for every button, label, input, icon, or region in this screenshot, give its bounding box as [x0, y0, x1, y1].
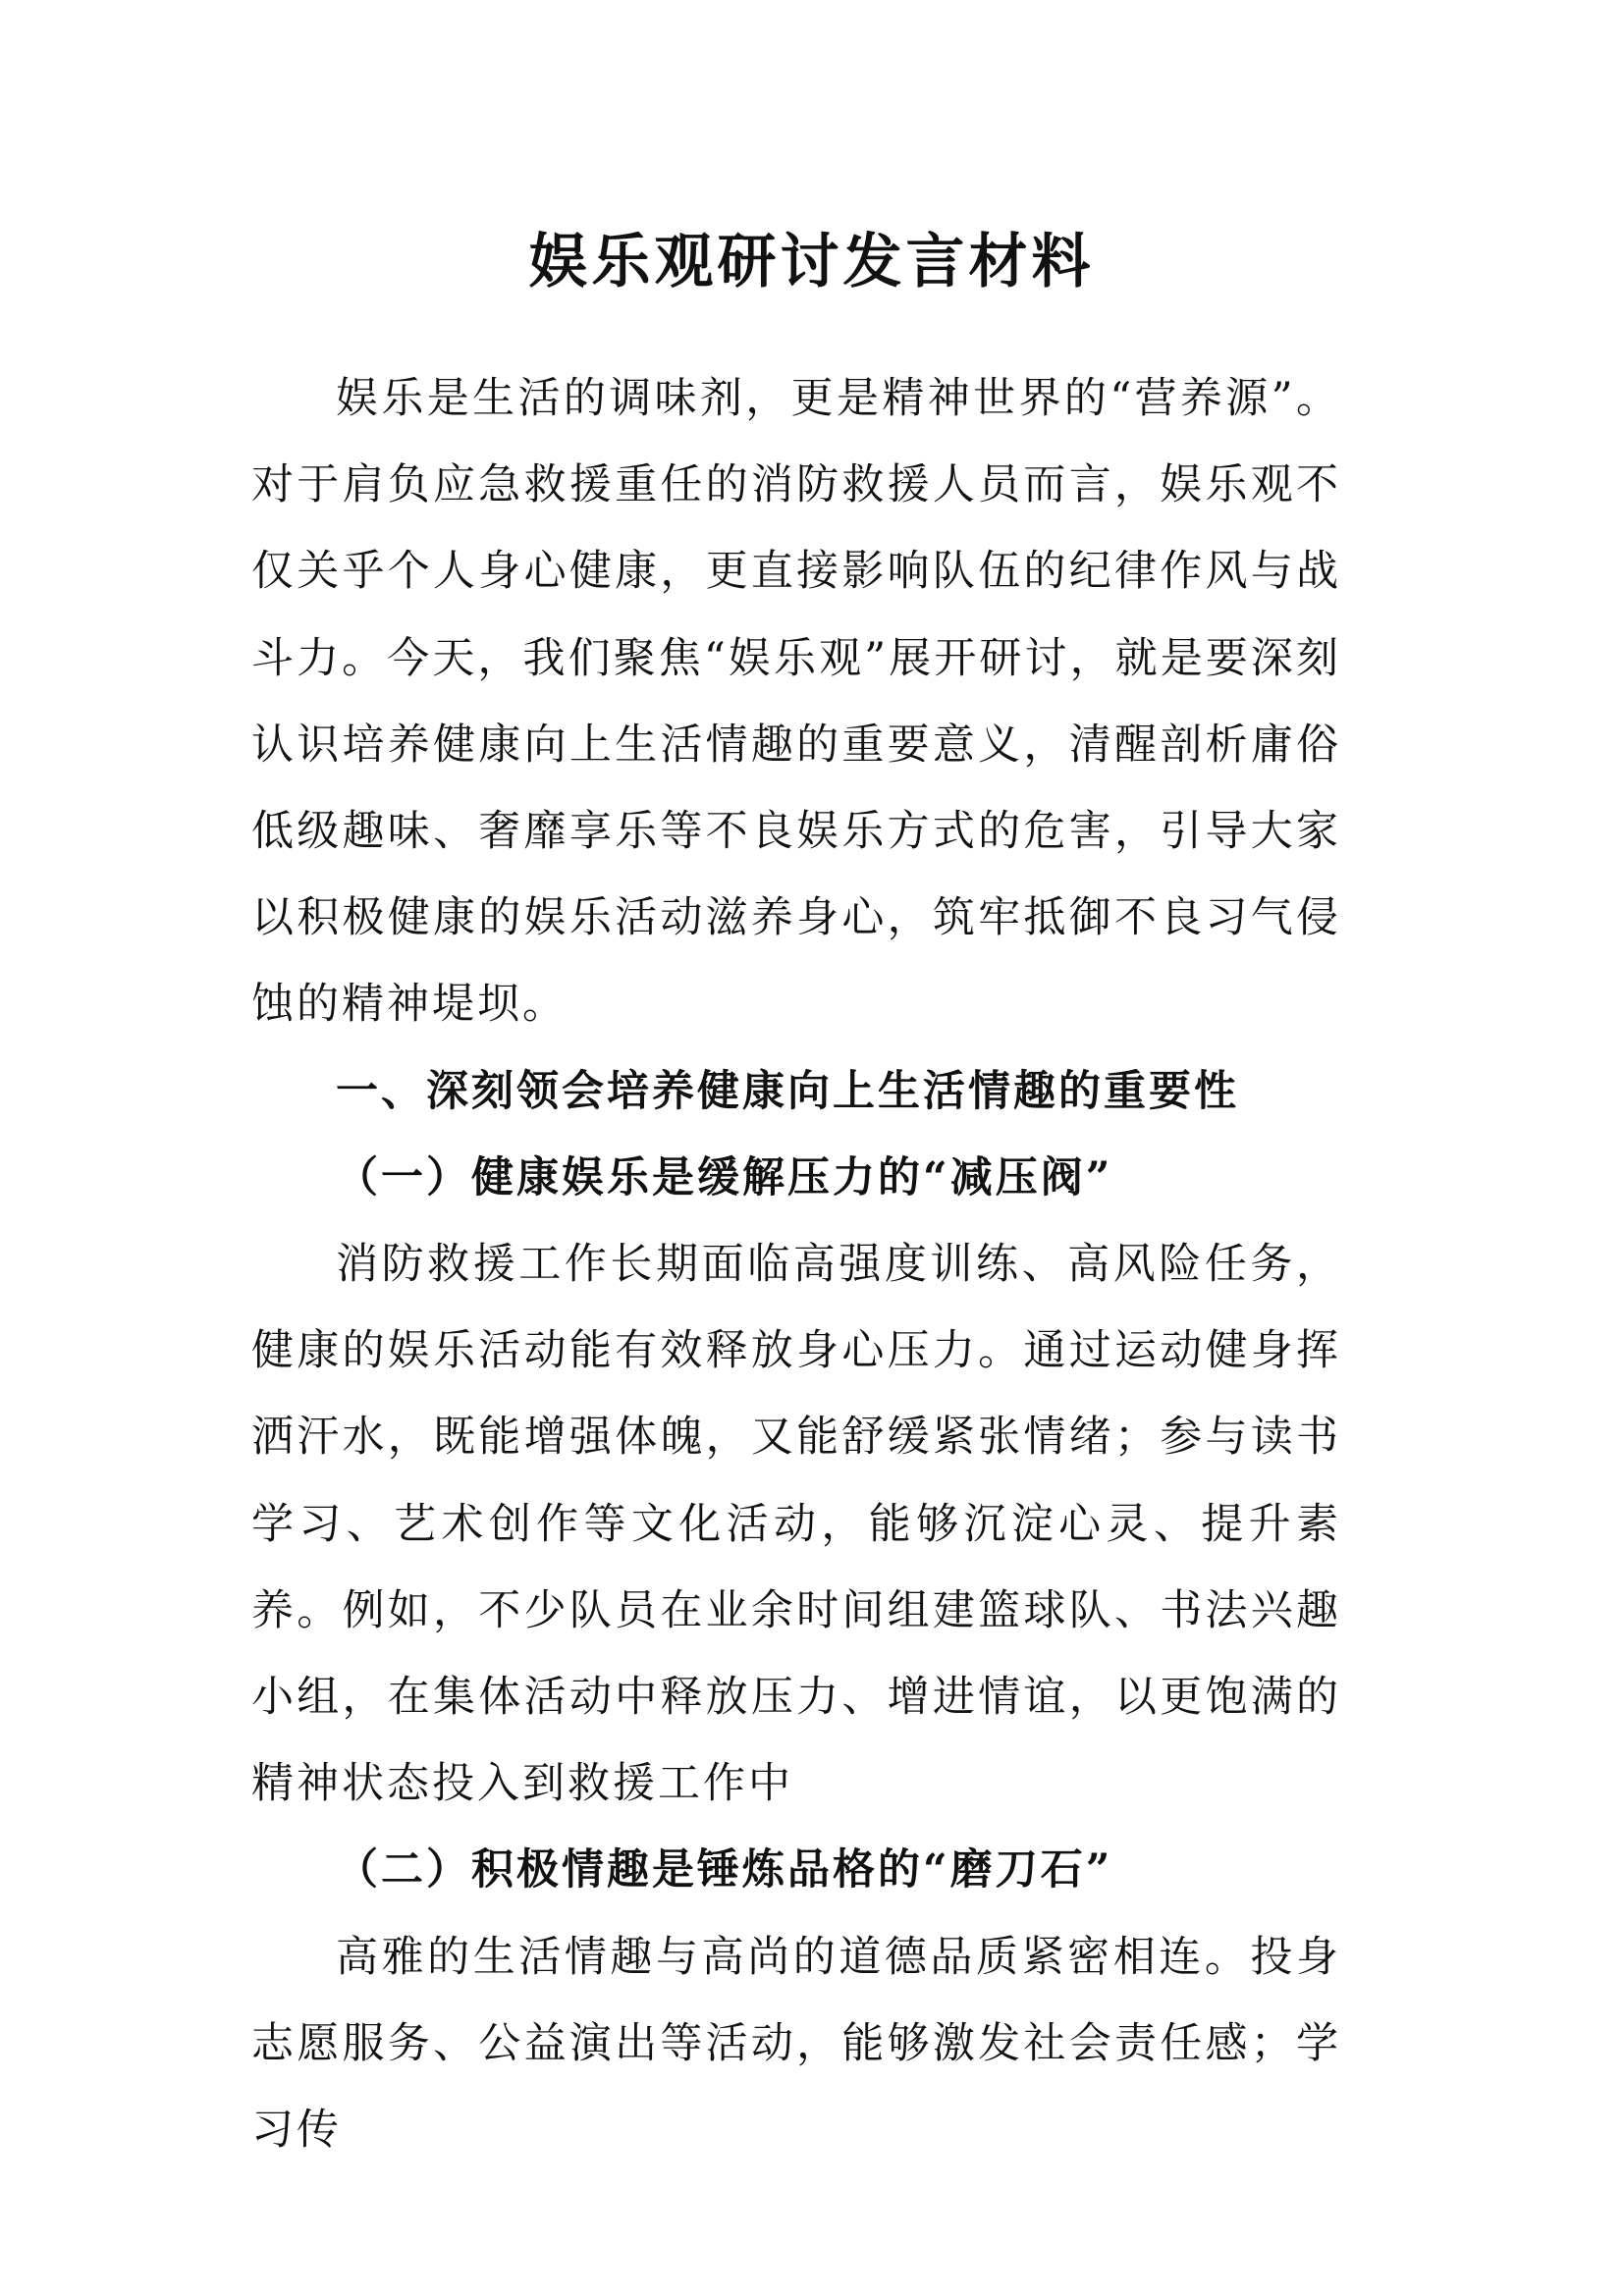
document-body [251, 355, 1341, 2173]
document-title: 娱乐观研讨发言材料 [528, 228, 1095, 296]
subsection-paragraph-2: 高雅的生活情趣与高尚的道德品质紧密相连。投身志愿服务、公益演出等活动，能够激发社会责任感；学习传 [251, 1932, 1341, 2156]
subsection-paragraph-1: 消防救援工作长期面临高强度训练、高风险任务，健康的娱乐活动能有效释放身心压力。通过运动健身挥洒汗水，既能增强体魄，又能舒缓紧张情绪；参与读书学习、艺术创作等文化活动，能够沉淀心灵、提升素养。例如，不少队员在业余时间组建篮球队、书法兴趣小组，在集体活动中释放压力、增进情谊，以更饱满的精神状态投入到救援工作中 [251, 1240, 1341, 1809]
subsection-heading-1: （一）健康娱乐是缓解压力的“减压阀” [336, 1152, 1113, 1202]
subsection-heading-2: （二）积极情趣是锤炼品格的“磨刀石” [336, 1845, 1113, 1896]
intro-paragraph: 娱乐是生活的调味剂，更是精神世界的“营养源”。对于肩负应急救援重任的消防救援人员而言，娱乐观不仅关乎个人身心健康，更直接影响队伍的纪律作风与战斗力。今天，我们聚焦“娱乐观”展开研讨，就是要深刻认识培养健康向上生活情趣的重要意义，清醒剖析庸俗低级趣味、奢靡享乐等不良娱乐方式的危害，引导大家以积极健康的娱乐活动滋养身心，筑牢抵御不良习气侵蚀的精神堤坝。 [251, 374, 1341, 1030]
section-heading-1: 一、深刻领会培养健康向上生活情趣的重要性 [336, 1066, 1239, 1116]
